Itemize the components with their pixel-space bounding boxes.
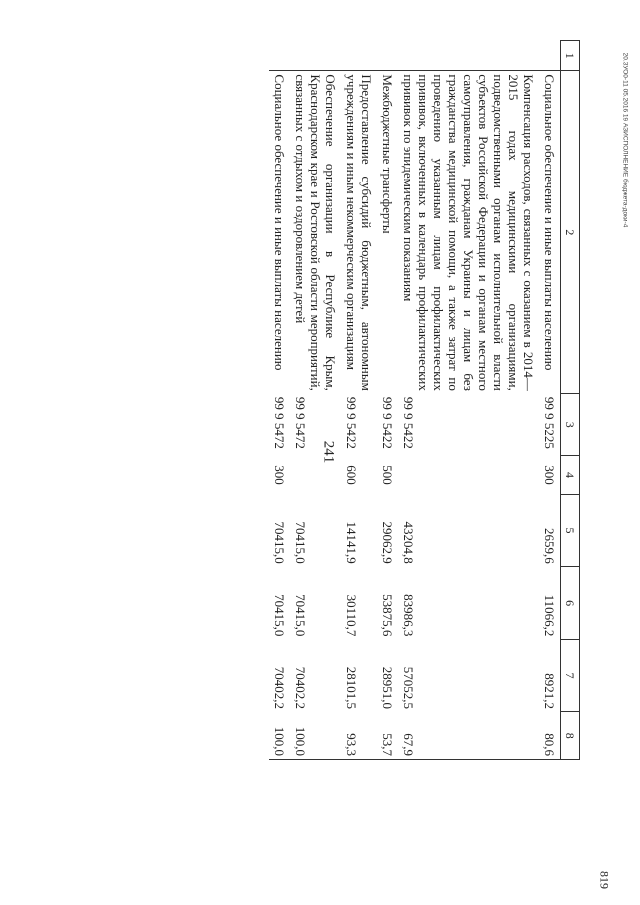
- header-cell-8: 8: [561, 712, 580, 760]
- row-code: 99 9 5422: [380, 396, 395, 449]
- document-code: 20.3УО0-11 05.2016 19 АЗИСПОЛНЕНИЕ бюджета-доки-4: [621, 52, 629, 228]
- row-description: Компенсация расходов, связанных с оказанием в 2014—2015 годах медицинскими организациями, подведомственными органам исполнительной власти субъектов Российской Федерации и органам местного самоуправления, гражданам Украины и лицам без гражданства медицинской помощи, а также затрат по проведению указанным лицам профилактических прививок, включенных в календарь профилактических прививок по эпидемическим показаниям: [398, 71, 539, 394]
- row-value-6: 30110,7: [344, 594, 359, 637]
- table-row: [398, 41, 539, 760]
- row-expense-type: 600: [344, 465, 359, 485]
- row-value-6: 53875,6: [380, 594, 395, 637]
- row-percent: 67,9: [398, 712, 539, 760]
- row-value-7: 8921,2: [542, 673, 557, 709]
- row-percent: 93,3: [341, 712, 377, 760]
- table-row: [269, 41, 290, 760]
- table-row: [290, 41, 341, 760]
- row-code: 99 9 5422: [344, 396, 359, 449]
- row-value-5: 43204,8: [401, 521, 416, 564]
- row-value-6: 11066,2: [542, 594, 557, 637]
- row-value-5: 14141,9: [344, 521, 359, 564]
- row-value-5: 2659,6: [542, 528, 557, 564]
- row-value-5: 70415,0: [293, 521, 308, 564]
- header-row: [561, 41, 580, 760]
- row-value-7: 70402,2: [272, 666, 287, 709]
- row-expense-type: [398, 456, 539, 494]
- row-expense-type: [290, 456, 341, 494]
- row-percent: 53,7: [377, 712, 398, 760]
- header-cell-7: 7: [561, 639, 580, 712]
- row-code: 99 9 5225: [542, 396, 557, 449]
- header-cell-1: 1: [561, 41, 580, 71]
- header-cell-5: 5: [561, 494, 580, 567]
- row-code: 99 9 5422: [401, 396, 416, 449]
- row-description: Межбюджетные трансферты: [377, 71, 398, 394]
- row-value-5: 70415,0: [272, 521, 287, 564]
- row-percent: 80,6: [539, 712, 561, 760]
- row-code: 99 9 5472: [272, 396, 287, 449]
- row-value-7: 28951,0: [380, 666, 395, 709]
- row-value-6: 83986,3: [401, 594, 416, 637]
- header-cell-4: 4: [561, 456, 580, 494]
- row-expense-type: 500: [380, 465, 395, 485]
- row-percent: 100,0: [269, 712, 290, 760]
- row-expense-type: 300: [542, 465, 557, 485]
- side-page-number: 819: [597, 871, 612, 889]
- row-description: Социальное обеспечение и иные выплаты населению: [539, 71, 561, 394]
- row-value-7: 28101,5: [344, 666, 359, 709]
- row-value-7: 70402,2: [293, 666, 308, 709]
- row-value-7: 57052,5: [401, 666, 416, 709]
- budget-table: [269, 40, 580, 760]
- row-code: 99 9 5472: [293, 396, 308, 449]
- header-cell-6: 6: [561, 567, 580, 640]
- row-description: Социальное обеспечение и иные выплаты населению: [269, 71, 290, 394]
- table-container: [90, 40, 580, 760]
- row-description: Предоставление субсидий бюджетным, автономным учреждениям и иным некоммерческим организациям: [341, 71, 377, 394]
- row-value-5: 29062,9: [380, 521, 395, 564]
- row-value-6: 70415,0: [272, 594, 287, 637]
- table-row: [377, 41, 398, 760]
- row-value-6: 70415,0: [293, 594, 308, 637]
- table-row: [341, 41, 377, 760]
- header-cell-2: 2: [561, 71, 580, 394]
- page-number: 241: [320, 440, 337, 464]
- row-description: Обеспечение организации в Республике Крым, Краснодарском крае и Ростовской области мероприятий, связанных с отдыхом и оздоровлением детей: [290, 71, 341, 394]
- table-row: [539, 41, 561, 760]
- row-percent: 100,0: [290, 712, 341, 760]
- row-expense-type: 300: [272, 465, 287, 485]
- header-cell-3: 3: [561, 394, 580, 456]
